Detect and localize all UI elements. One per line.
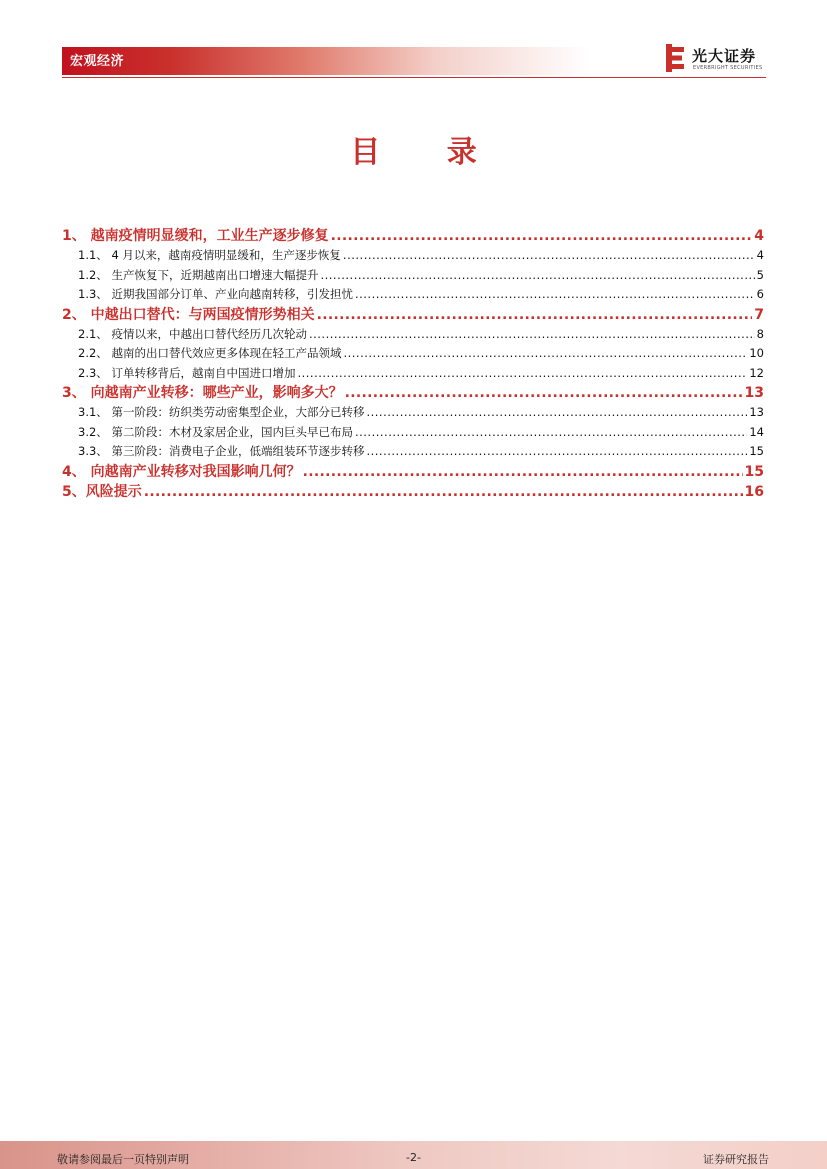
toc-dot-leader (144, 482, 743, 502)
toc-dot-leader (297, 364, 747, 384)
table-of-contents (62, 226, 764, 502)
toc-dot-leader (366, 442, 747, 462)
toc-entry-page: 16 (744, 483, 764, 500)
toc-entry-chapter[interactable] (62, 482, 764, 502)
toc-entry-chapter[interactable] (62, 305, 764, 325)
toc-entry-title: 1.1、 4 月以来，越南疫情明显缓和，生产逐步恢复 (78, 248, 341, 262)
toc-entry-section[interactable] (62, 423, 764, 443)
brand-name-en: EVERBRIGHT SECURITIES (693, 65, 763, 71)
section-label: 宏观经济 (70, 54, 125, 69)
toc-dot-leader (366, 403, 747, 423)
page-number: -2- (406, 1151, 421, 1164)
toc-entry-chapter[interactable] (62, 383, 764, 403)
toc-entry-page: 10 (749, 346, 764, 360)
footer-disclaimer: 敬请参阅最后一页特别声明 (57, 1153, 189, 1166)
toc-entry-section[interactable] (62, 285, 764, 305)
header-rule (62, 77, 766, 78)
toc-entry-title: 4、 向越南产业转移对我国影响几何？ (62, 463, 301, 480)
toc-entry-page: 15 (749, 444, 764, 458)
toc-dot-leader (355, 285, 755, 305)
toc-entry-section[interactable] (62, 442, 764, 462)
toc-entry-page: 14 (749, 424, 764, 439)
toc-dot-leader (309, 325, 755, 345)
toc-entry-section[interactable] (62, 325, 764, 345)
toc-entry-title: 1.3、 近期我国部分订单、产业向越南转移，引发担忧 (78, 287, 353, 301)
toc-entry-title: 3、 向越南产业转移：哪些产业，影响多大？ (62, 385, 343, 401)
toc-dot-leader (343, 344, 747, 364)
brand-logo (664, 44, 768, 74)
toc-entry-page: 6 (756, 287, 764, 301)
toc-dot-leader (303, 462, 743, 482)
toc-dot-leader (355, 423, 747, 443)
toc-entry-title: 2.1、 疫情以来，中越出口替代经历几次轮动 (78, 326, 307, 341)
toc-entry-section[interactable] (62, 266, 764, 286)
toc-entry-title: 5、风险提示 (62, 483, 142, 500)
page-title: 目 录 (350, 135, 505, 170)
toc-entry-page: 15 (744, 463, 764, 480)
toc-entry-title: 2.2、 越南的出口替代效应更多体现在轻工产品领域 (78, 346, 342, 360)
toc-entry-page: 13 (744, 385, 764, 401)
footer-report-type: 证券研究报告 (703, 1153, 769, 1166)
toc-dot-leader (320, 266, 754, 286)
toc-entry-page: 8 (756, 326, 764, 341)
toc-entry-page: 4 (754, 228, 764, 244)
toc-entry-page: 5 (756, 267, 764, 282)
toc-entry-section[interactable] (62, 364, 764, 384)
toc-entry-title: 2、 中越出口替代：与两国疫情形势相关 (62, 306, 315, 323)
toc-entry-section[interactable] (62, 403, 764, 423)
toc-entry-title: 1、 越南疫情明显缓和，工业生产逐步修复 (62, 228, 329, 244)
toc-dot-leader (343, 246, 755, 266)
header-band (62, 47, 662, 75)
toc-entry-chapter[interactable] (62, 462, 764, 482)
brand-name-cn: 光大证券 (692, 47, 757, 65)
toc-entry-section[interactable] (62, 246, 764, 266)
toc-entry-page: 7 (754, 306, 764, 323)
toc-entry-page: 13 (749, 405, 764, 419)
toc-dot-leader (317, 305, 753, 325)
toc-entry-title: 3.3、 第三阶段：消费电子企业，低端组装环节逐步转移 (78, 444, 365, 458)
toc-entry-page: 4 (756, 248, 764, 262)
toc-entry-title: 1.2、 生产恢复下，近期越南出口增速大幅提升 (78, 267, 319, 282)
toc-entry-title: 3.1、 第一阶段：纺织类劳动密集型企业，大部分已转移 (78, 405, 365, 419)
toc-entry-title: 3.2、 第二阶段：木材及家居企业，国内巨头早已布局 (78, 424, 353, 439)
toc-entry-section[interactable] (62, 344, 764, 364)
brand-logo-icon (664, 44, 686, 72)
toc-dot-leader (331, 226, 753, 246)
toc-entry-chapter[interactable] (62, 226, 764, 246)
toc-entry-page: 12 (749, 365, 764, 380)
toc-entry-title: 2.3、 订单转移背后，越南自中国进口增加 (78, 365, 296, 380)
toc-dot-leader (345, 383, 743, 403)
